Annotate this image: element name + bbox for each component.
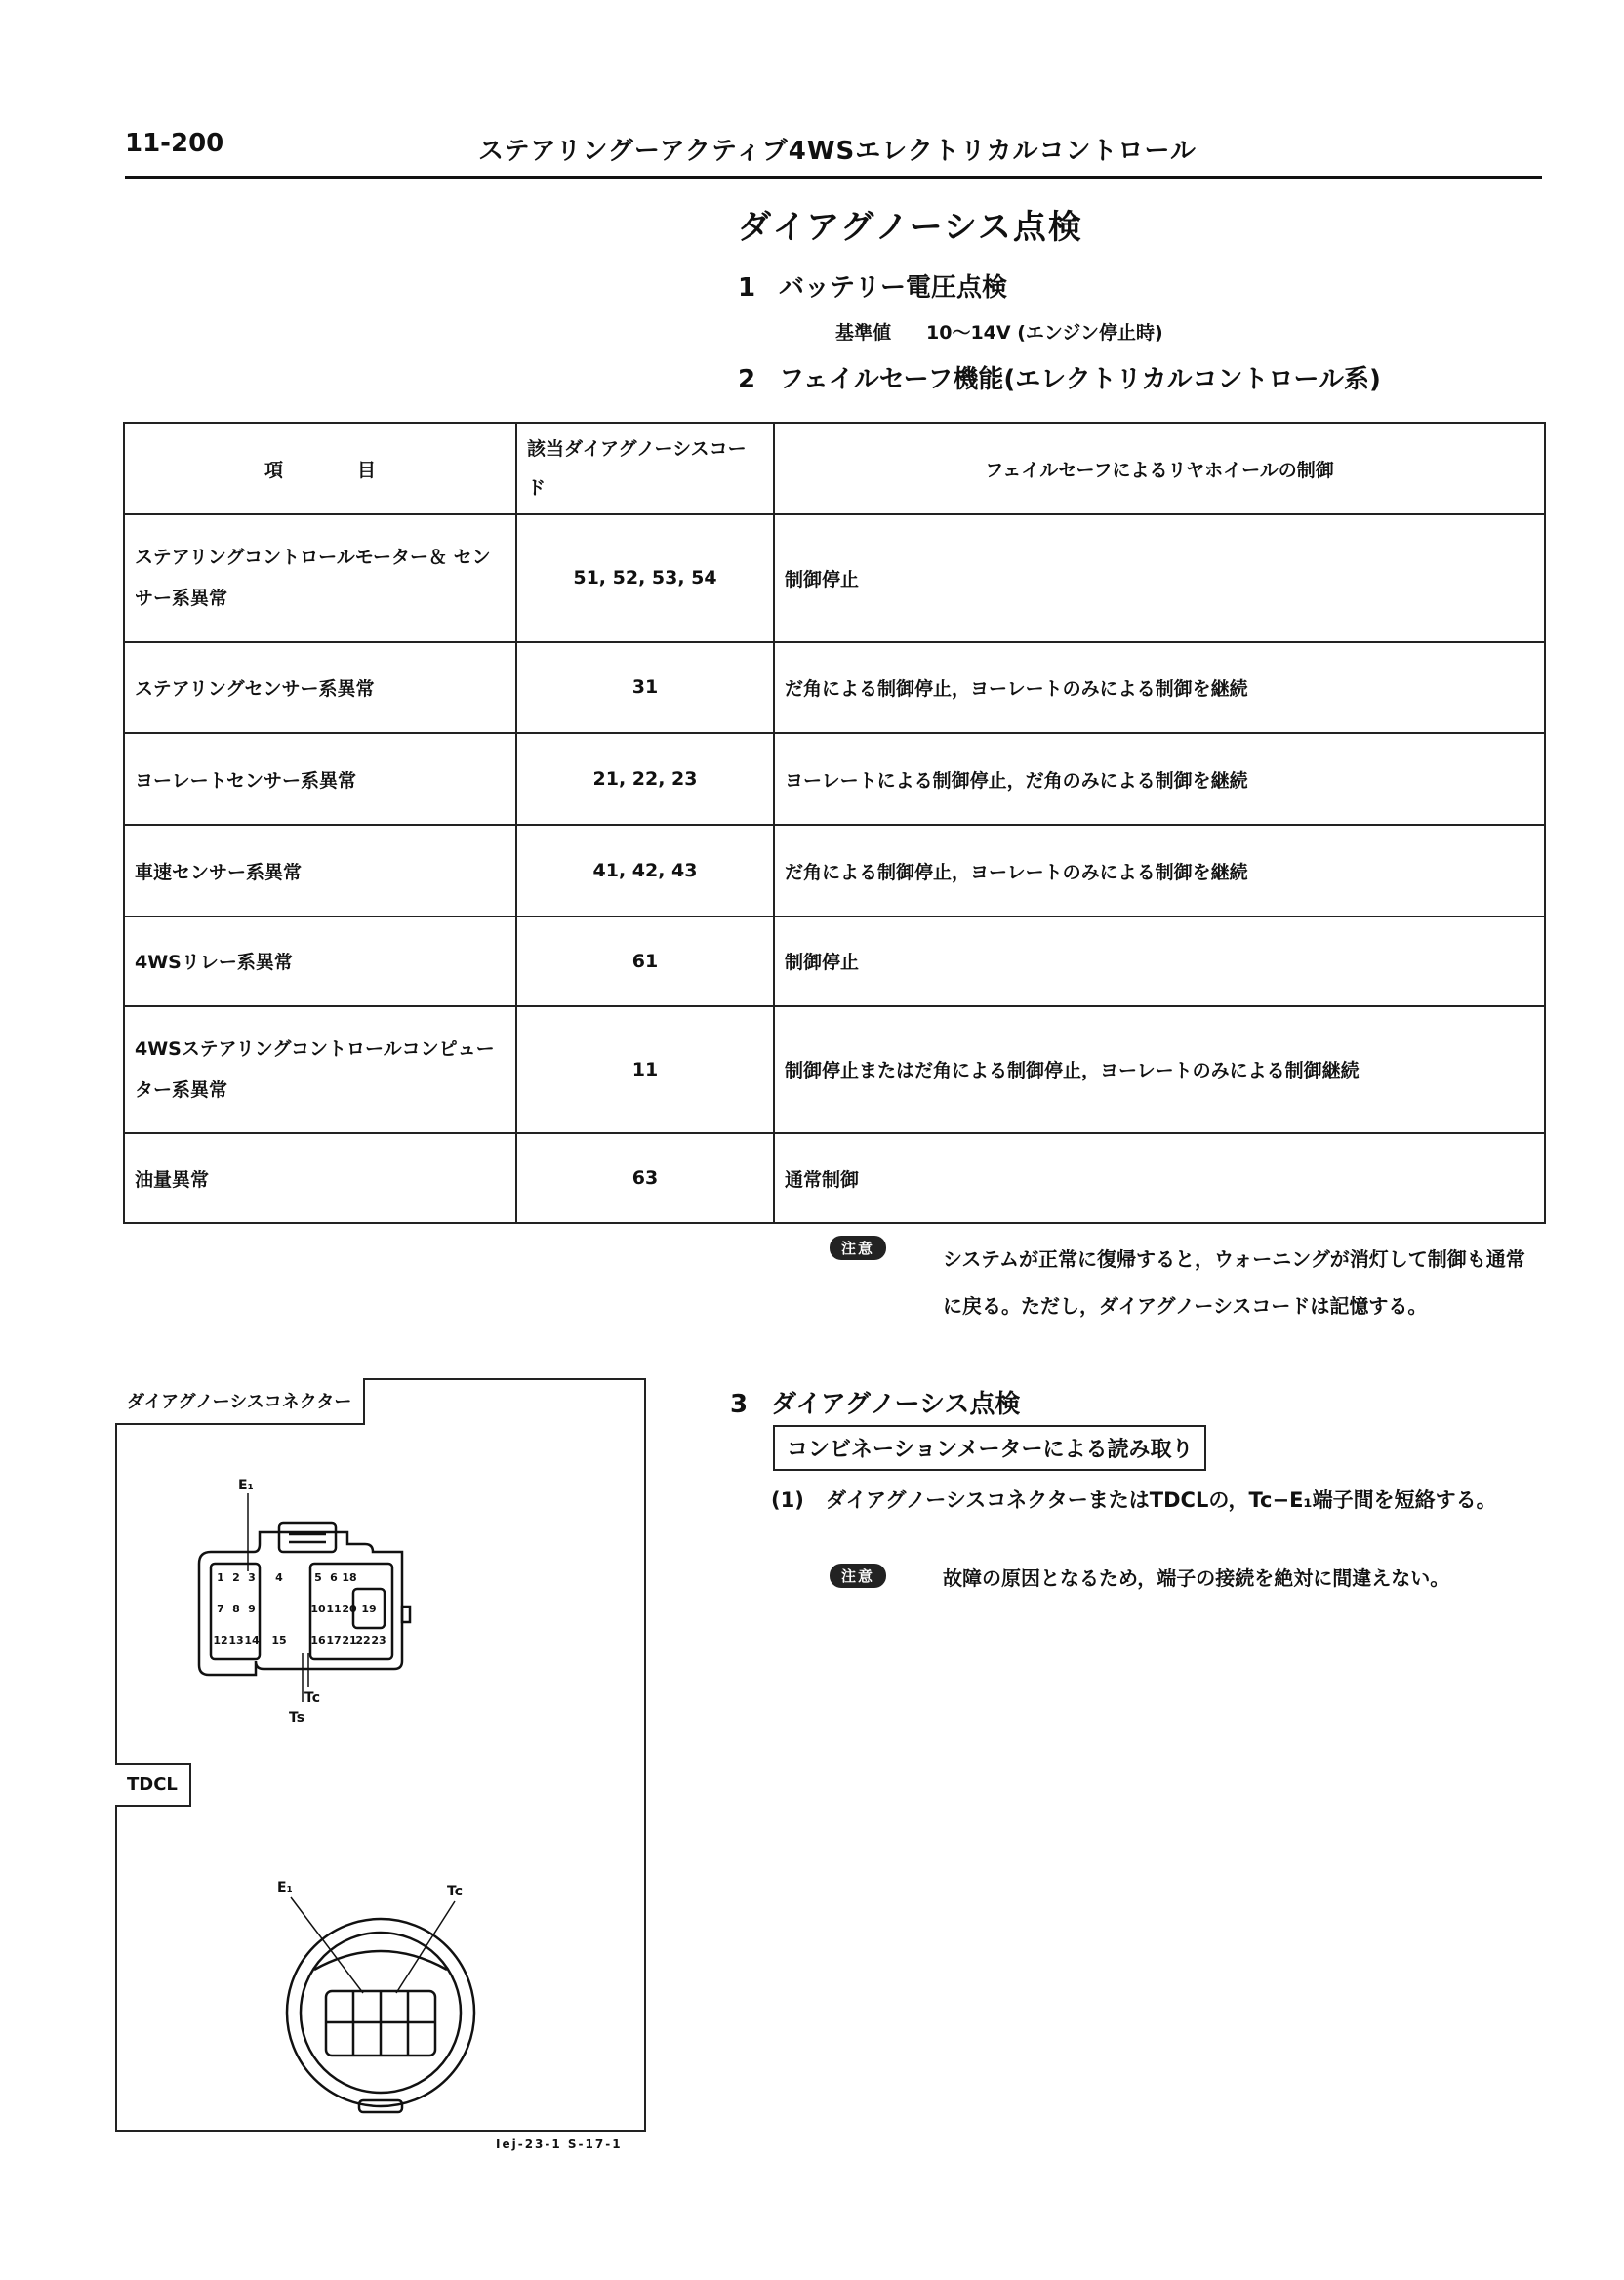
row-control: だ角による制御停止，ヨーレートのみによる制御を継続 xyxy=(774,825,1545,916)
pin-3: 3 xyxy=(248,1571,256,1584)
item1-title: バッテリー電圧点検 xyxy=(779,273,1008,303)
row-control: ヨーレートによる制御停止，だ角のみによる制御を継続 xyxy=(774,733,1545,825)
row-code: 61 xyxy=(516,916,774,1006)
item1-number: 1 xyxy=(738,273,756,303)
pin-6: 6 xyxy=(330,1571,338,1584)
table-row xyxy=(124,1006,1545,1134)
figure-label-diag-connector: ダイアグノーシスコネクター xyxy=(115,1378,365,1425)
item3-heading xyxy=(730,1384,1020,1420)
row-control: 制御停止 xyxy=(774,916,1545,1006)
running-title: ステアリングーアクティブ4WSエレクトリカルコントロール xyxy=(478,137,1197,166)
item2-number: 2 xyxy=(738,365,756,394)
table-header-row xyxy=(124,423,1545,514)
pin-9: 9 xyxy=(248,1603,256,1615)
label-tdcl-tc: Tc xyxy=(447,1884,463,1899)
pin-21: 21 xyxy=(342,1634,357,1647)
step-1-text: ダイアグノーシスコネクターまたはTDCLの，Tc−E₁端子間を短絡する。 xyxy=(826,1488,1497,1512)
item3-number: 3 xyxy=(730,1390,749,1419)
row-item: ステアリングセンサー系異常 xyxy=(124,642,516,734)
pin-20: 20 xyxy=(342,1603,357,1615)
row-code: 11 xyxy=(516,1006,774,1134)
pin-16: 16 xyxy=(310,1634,326,1647)
row-item: ステアリングコントロールモーター＆ センサー系異常 xyxy=(124,514,516,642)
item2-title: フェイルセーフ機能(エレクトリカルコントロール系) xyxy=(779,365,1381,394)
item3-title: ダイアグノーシス点検 xyxy=(771,1390,1021,1419)
pin-22: 22 xyxy=(355,1634,371,1647)
note-1 xyxy=(830,1236,1542,1318)
note-2-text: 故障の原因となるため，端子の接続を絶対に間違えない。 xyxy=(943,1567,1450,1590)
spec-value: 10〜14V (エンジン停止時) xyxy=(926,322,1163,344)
pin-7: 7 xyxy=(217,1603,224,1615)
step-1-number: (1) xyxy=(771,1488,804,1512)
pin-18: 18 xyxy=(342,1571,357,1584)
caution-badge: 注意 xyxy=(830,1236,886,1260)
page-number: 11-200 xyxy=(125,129,224,158)
note-2 xyxy=(830,1564,1542,1588)
row-code: 31 xyxy=(516,642,774,734)
pin-17: 17 xyxy=(326,1634,342,1647)
row-control: 制御停止 xyxy=(774,514,1545,642)
label-tdcl-e1: E₁ xyxy=(277,1880,293,1895)
label-ts: Ts xyxy=(289,1710,305,1726)
pin-23: 23 xyxy=(371,1634,386,1647)
section-title: ダイアグノーシス点検 xyxy=(738,208,1083,247)
pin-12: 12 xyxy=(213,1634,228,1647)
row-item: 油量異常 xyxy=(124,1133,516,1223)
subsection-box: コンビネーションメーターによる読み取り xyxy=(773,1425,1206,1471)
row-control: だ角による制御停止，ヨーレートのみによる制御を継続 xyxy=(774,642,1545,734)
figure-label-tdcl: TDCL xyxy=(115,1763,191,1807)
row-code: 63 xyxy=(516,1133,774,1223)
table-row xyxy=(124,514,1545,642)
row-code: 51, 52, 53, 54 xyxy=(516,514,774,642)
header-rule xyxy=(125,176,1542,179)
item1-heading xyxy=(738,267,1007,304)
row-code: 41, 42, 43 xyxy=(516,825,774,916)
pin-5: 5 xyxy=(314,1571,322,1584)
row-control: 通常制御 xyxy=(774,1133,1545,1223)
connector-diagram xyxy=(117,1380,644,2130)
item2-heading xyxy=(738,359,1381,395)
pin-2: 2 xyxy=(232,1571,240,1584)
pin-1: 1 xyxy=(217,1571,224,1584)
pin-14: 14 xyxy=(244,1634,260,1647)
connector-figure xyxy=(115,1378,646,2132)
row-item: 4WSリレー系異常 xyxy=(124,916,516,1006)
row-item: ヨーレートセンサー系異常 xyxy=(124,733,516,825)
pin-4: 4 xyxy=(275,1571,283,1584)
table-row xyxy=(124,825,1545,916)
table-row xyxy=(124,642,1545,734)
spec-label: 基準値 xyxy=(835,322,892,344)
pin-19: 19 xyxy=(361,1603,377,1615)
col-item-header: 項 目 xyxy=(124,423,516,514)
col-control-header: フェイルセーフによるリヤホイールの制御 xyxy=(774,423,1545,514)
caution-badge: 注意 xyxy=(830,1564,886,1588)
table-row xyxy=(124,1133,1545,1223)
row-item: 4WSステアリングコントロールコンピューター系異常 xyxy=(124,1006,516,1134)
figure-code: Iej-23-1 S-17-1 xyxy=(496,2138,623,2151)
pin-13: 13 xyxy=(228,1634,244,1647)
row-control: 制御停止またはだ角による制御停止，ヨーレートのみによる制御継続 xyxy=(774,1006,1545,1134)
row-code: 21, 22, 23 xyxy=(516,733,774,825)
label-e1: E₁ xyxy=(238,1478,254,1493)
note-1-text: システムが正常に復帰すると，ウォーニングが消灯して制御も通常に戻る。ただし，ダイアグノーシスコードは記憶する。 xyxy=(943,1247,1525,1318)
spec-line xyxy=(835,318,1163,345)
pin-8: 8 xyxy=(232,1603,240,1615)
pin-10: 10 xyxy=(310,1603,326,1615)
table-row xyxy=(124,733,1545,825)
label-tc: Tc xyxy=(304,1690,320,1706)
pin-15: 15 xyxy=(271,1634,287,1647)
col-code-header: 該当ダイアグノーシスコード xyxy=(516,423,774,514)
failsafe-table xyxy=(123,422,1546,1224)
row-item: 車速センサー系異常 xyxy=(124,825,516,916)
pin-11: 11 xyxy=(326,1603,342,1615)
table-row xyxy=(124,916,1545,1006)
